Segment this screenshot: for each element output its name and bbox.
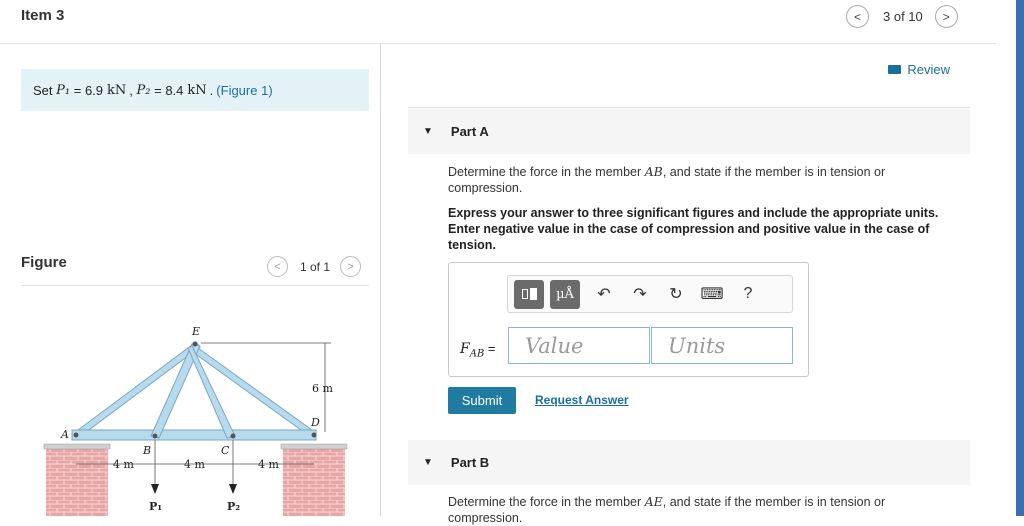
undo-icon[interactable]: ↶	[597, 286, 611, 303]
math-toolbar	[507, 275, 793, 313]
templates-icon	[522, 288, 537, 300]
part-b-question-pre: Determine the force in the member	[448, 495, 642, 509]
part-b-header[interactable]	[408, 440, 970, 485]
book-icon	[888, 65, 901, 74]
left-support	[44, 444, 110, 516]
keyboard-icon[interactable]: ⌨	[700, 286, 724, 303]
span-dimension-1: 4 m	[113, 458, 134, 471]
units-input[interactable]: Units	[651, 327, 793, 364]
help-icon[interactable]: ?	[743, 285, 753, 302]
truss-figure	[36, 316, 366, 516]
figure-divider	[21, 285, 369, 286]
right-support	[281, 444, 347, 516]
p2-value: = 8.4	[154, 82, 184, 98]
joint-label-e: E	[192, 325, 201, 338]
answer-box	[448, 262, 809, 377]
side-scroll-strip	[1016, 0, 1024, 516]
page-count: 3 of 10	[883, 9, 923, 24]
top-bar	[0, 0, 996, 44]
problem-period: .	[209, 82, 214, 98]
variable-equals: =	[487, 341, 496, 356]
part-a-question-post: , and state if the member is in tension or compression.	[448, 165, 886, 195]
joint-label-d: D	[311, 416, 320, 429]
part-a-question-pre: Determine the force in the member	[448, 165, 642, 179]
part-a-member: AB	[644, 164, 663, 179]
caret-down-icon: ▼	[423, 126, 433, 137]
part-a-instructions: Express your answer to three significant figures and include the appropriate units. Enter negative value in the case of compression and positive value in the case of tension.	[448, 206, 939, 252]
p1-symbol: P₁	[56, 82, 71, 98]
part-b-question-post: , and state if the member is in tension or compression.	[448, 495, 886, 525]
next-figure-button[interactable]: >	[340, 256, 361, 277]
load-arrows	[151, 484, 237, 494]
problem-statement	[21, 69, 369, 111]
span-dimension-3: 4 m	[258, 458, 279, 471]
truss-members	[72, 342, 316, 440]
load-label-p2: P₂	[227, 500, 241, 513]
review-label: Review	[907, 62, 950, 77]
value-input[interactable]: Value	[508, 327, 650, 364]
prev-figure-button[interactable]: <	[267, 256, 288, 277]
review-divider	[408, 107, 970, 108]
variable-f: F	[460, 341, 470, 357]
reset-icon[interactable]: ↻	[669, 286, 683, 303]
p2-unit: kN	[187, 82, 207, 98]
next-item-button[interactable]: >	[935, 5, 958, 28]
caret-down-icon: ▼	[423, 457, 433, 468]
part-b-title: Part B	[450, 455, 490, 470]
request-answer-link[interactable]: Request Answer	[535, 393, 629, 407]
prev-item-button[interactable]: <	[846, 5, 869, 28]
review-link[interactable]	[888, 62, 950, 77]
figure-navigation	[267, 256, 361, 277]
p1-unit: kN	[107, 82, 127, 98]
answer-variable	[460, 341, 496, 360]
part-b-member: AE	[644, 494, 663, 509]
templates-button[interactable]	[514, 280, 544, 309]
joint-label-a: A	[61, 428, 69, 441]
load-label-p1: P₁	[149, 500, 163, 513]
joint-label-c: C	[221, 444, 230, 457]
left-panel	[0, 44, 381, 516]
figure-link[interactable]: (Figure 1)	[216, 82, 273, 98]
item-title: Item 3	[21, 7, 65, 24]
submit-button[interactable]: Submit	[448, 387, 516, 414]
part-b-question	[448, 494, 928, 526]
part-a-title: Part A	[450, 124, 489, 139]
part-a-header[interactable]	[408, 109, 970, 154]
figure-count: 1 of 1	[300, 259, 331, 274]
item-navigation	[846, 5, 958, 28]
units-button[interactable]: µÅ	[550, 280, 580, 309]
height-dimension: 6 m	[312, 382, 333, 395]
part-a-question	[448, 164, 928, 196]
redo-icon[interactable]: ↷	[633, 286, 647, 303]
joint-label-b: B	[143, 444, 152, 457]
span-dimension-2: 4 m	[184, 458, 205, 471]
figure-heading: Figure	[21, 254, 67, 271]
problem-set-text: Set	[33, 82, 53, 98]
right-panel	[408, 44, 970, 525]
p1-value: = 6.9	[73, 82, 104, 98]
p2-symbol: P₂	[136, 82, 151, 98]
variable-subscript: AB	[469, 348, 485, 360]
problem-separator: ,	[129, 82, 133, 98]
